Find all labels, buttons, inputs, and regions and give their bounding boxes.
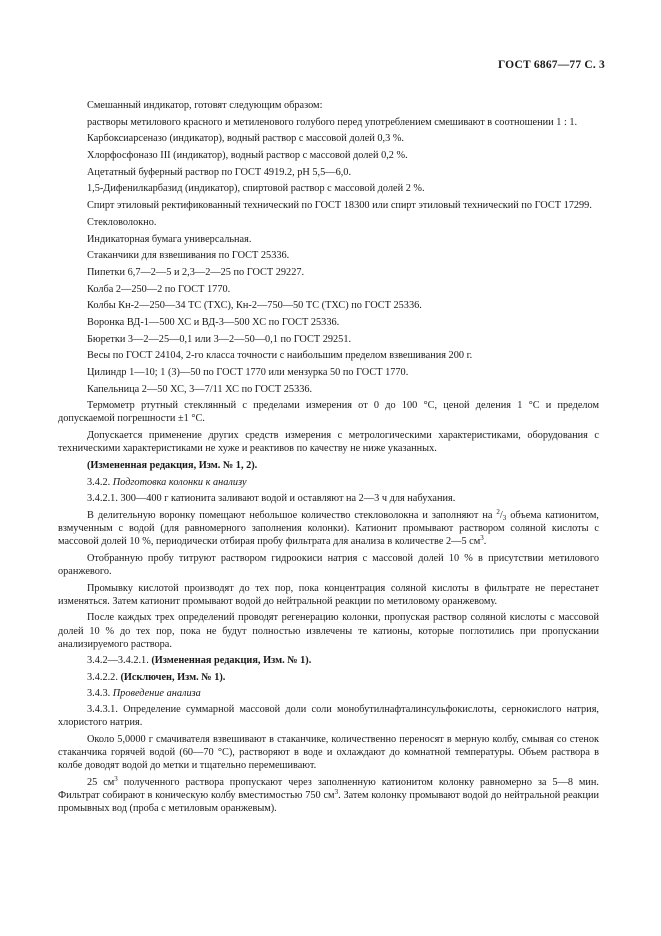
paragraph: После каждых трех определений проводят регенерацию колонки, пропуская раствор соляной кислоты с массовой долей 10 % до тех пор, пока не будут полностью извлечены те катионы, которые поглотились при пропускании анализируемого раствора. [58, 612, 599, 650]
fraction-denominator: 3 [502, 514, 507, 522]
paragraph: Бюретки 3—2—25—0,1 или 3—2—50—0,1 по ГОСТ 29251. [87, 333, 352, 345]
paragraph: Около 5,0000 г смачивателя взвешивают в стаканчике, количественно переносят в мерную колбу, смывая со стенок стаканчика горячей водой (60—70 °С), растворяют в воде и охлаждают до комнатной температуры. Объем раствора в колбе доводят водой до метки и тщательно перемешивают. [58, 733, 599, 772]
section-number: 3.4.3. [87, 687, 111, 699]
paragraph: В делительную воронку помещают небольшое количество стекловолокна и заполняют на $^2/_3$ объема катионитом, взмученным с водой (для равномерного заполнения колонки). Катионит промывают раствором соляной кислоты с массовой долей 10 %, периодически отбирая пробу фильтрата для анализа в количестве 2—5 $см^3$. [58, 508, 599, 548]
paragraph: Весы по ГОСТ 24104, 2-го класса точности с наибольшим пределом взвешивания 200 г. [87, 350, 473, 362]
paragraph: Допускается применение других средств измерения с метрологическими характеристиками, оборудования с техническими характеристиками не хуже и реактивов по качеству не ниже указанных. [58, 430, 599, 455]
section-number: 3.4.2. [87, 476, 111, 488]
paragraph: Хлорфосфоназо III (индикатор), водный раствор с массовой долей 0,2 %. [87, 150, 408, 162]
section-heading [58, 476, 599, 489]
paragraph: 3.4.2.1. 300—400 г катионита заливают водой и оставляют на 2—3 ч для набухания. [87, 493, 456, 505]
paragraph: 3.4.3.1. Определение суммарной массовой доли соли монобутилнафталинсульфокислоты, сернокислого натрия, хлористого натрия. [58, 704, 599, 729]
paragraph: 1,5-Дифенилкарбазид (индикатор), спиртовой раствор с массовой долей 2 %. [87, 183, 425, 195]
paragraph: Смешанный индикатор, готовят следующим образом: [87, 100, 323, 111]
paragraph: Колбы Кн-2—250—34 ТС (ТХС), Кн-2—750—50 ТС (ТХС) по ГОСТ 25336. [87, 300, 422, 312]
paragraph: Стекловолокно. [87, 216, 157, 228]
paragraph: Стаканчики для взвешивания по ГОСТ 25336. [87, 250, 290, 262]
paragraph: Пипетки 6,7—2—5 и 2,3—2—25 по ГОСТ 29227. [87, 266, 305, 278]
paragraph: Карбоксиарсеназо (индикатор), водный раствор с массовой долей 0,3 %. [87, 133, 405, 145]
document-body [58, 99, 599, 819]
page-header: ГОСТ 6867—77 С. 3 [497, 59, 605, 71]
paragraph: Колба 2—250—2 по ГОСТ 1770. [87, 283, 231, 295]
paragraph: растворы метилового красного и метиленового голубого перед употреблением смешивают в соотношении 1 : 1. [87, 116, 578, 128]
section-heading [58, 687, 599, 700]
paragraph: 25 $см^3$ полученного раствора пропускают через заполненную катионитом колонку равномерно за 5—8 мин. Фильтрат собирают в коническую колбу вместимостью 750 $см^3$. Затем колонку промывают водой до нейтральной реакции промывных вод (проба с метиловым оранжевым). [58, 774, 600, 814]
paragraph: Воронка ВД-1—500 ХС и ВД-3—500 ХС по ГОСТ 25336. [87, 316, 340, 328]
paragraph: Спирт этиловый ректификованный технический по ГОСТ 18300 или спирт этиловый технический по ГОСТ 17299. [87, 200, 592, 212]
paragraph: Термометр ртутный стеклянный с пределами измерения от 0 до 100 °С, ценой деления 1 °С и пределом допускаемой погрешности ±1 °С. [58, 400, 599, 425]
amendment-line: 3.4.2.2. (Исключен, Изм. № 1). [87, 671, 226, 683]
section-title: Проведение анализа [112, 687, 201, 699]
paragraph: Промывку кислотой производят до тех пор, пока концентрация соляной кислоты в фильтрате не перестанет изменяться. Затем катионит промывают водой до нейтральной реакции по метиловому оранжевому. [58, 582, 599, 607]
section-title: Подготовка колонки к анализу [112, 476, 247, 488]
paragraph: Ацетатный буферный раствор по ГОСТ 4919.2, рН 5,5—6,0. [87, 166, 352, 178]
paragraph: Цилиндр 1—10; 1 (3)—50 по ГОСТ 1770 или мензурка 50 по ГОСТ 1770. [87, 367, 409, 378]
amendment-line: 3.4.2—3.4.2.1. (Измененная редакция, Изм. № 1). [87, 655, 312, 667]
paragraph: Отобранную пробу титруют раствором гидроокиси натрия с массовой долей 10 % в присутствии метилового оранжевого. [58, 552, 599, 577]
amendment-note: (Измененная редакция, Изм. № 1, 2). [87, 459, 258, 471]
fraction-numerator: 2 [496, 508, 500, 516]
paragraph: Индикаторная бумага универсальная. [87, 233, 252, 245]
paragraph: Капельница 2—50 ХС, 3—7/11 ХС по ГОСТ 25336. [87, 383, 313, 395]
